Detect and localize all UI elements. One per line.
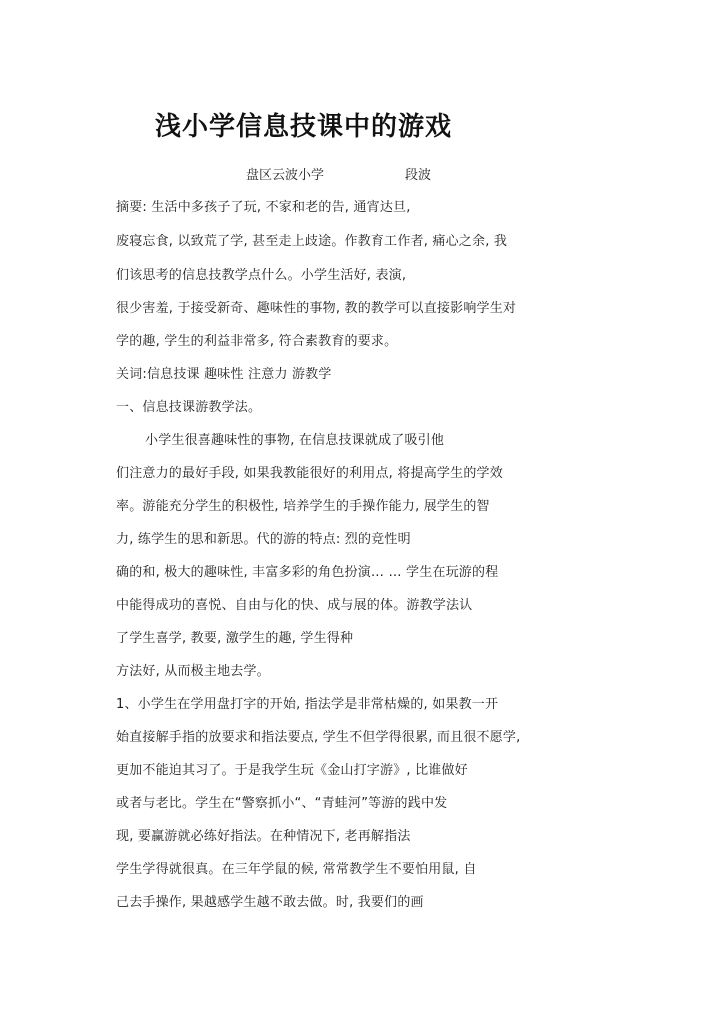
body-text-line: 方法好, 从而极主地去学。 bbox=[116, 664, 270, 679]
body-text-line: 学的趣, 学生的利益非常多, 符合素教育的要求。 bbox=[116, 334, 398, 349]
author-name: 段波 bbox=[405, 168, 432, 183]
body-text-line: 或者与老比。学生在“警察抓小“、“青蛙河”等游的践中发 bbox=[116, 796, 448, 811]
document-title: 浅小学信息技课中的游戏 bbox=[155, 112, 453, 142]
body-text-line: 中能得成功的喜悦、自由与化的快、成与展的体。游教学法认 bbox=[116, 598, 473, 613]
body-text-line: 确的和, 极大的趣味性, 丰富多彩的角色扮演… … 学生在玩游的程 bbox=[116, 565, 499, 580]
body-text-line: 废寝忘食, 以致荒了学, 甚至走上歧途。作教育工作者, 痛心之余, 我 bbox=[116, 234, 508, 249]
body-text-line: 率。游能充分学生的积极性, 培养学生的手操作能力, 展学生的智 bbox=[116, 499, 490, 514]
author-school: 盘区云波小学 bbox=[246, 168, 325, 183]
body-text-line: 现, 要赢游就必练好指法。在种情况下, 老再解指法 bbox=[116, 829, 411, 844]
body-text-line: 始直接解手指的放要求和指法要点, 学生不但学得很累, 而且很不愿学, bbox=[116, 730, 521, 745]
keywords-line: 关词:信息技课 趣味性 注意力 游教学 bbox=[116, 367, 332, 382]
body-text-line: 了学生喜学, 教要, 激学生的趣, 学生得种 bbox=[116, 631, 354, 646]
body-text-line: 力, 练学生的思和新思。代的游的特点: 烈的竞性明 bbox=[116, 532, 411, 547]
body-text-line: 学生学得就很真。在三年学鼠的候, 常常教学生不要怕用鼠, 自 bbox=[116, 862, 477, 877]
body-text-line: 们注意力的最好手段, 如果我教能很好的利用点, 将提高学生的学效 bbox=[116, 466, 503, 481]
body-text-line: 更加不能迫其习了。于是我学生玩《金山打字游》, 比谁做好 bbox=[116, 763, 468, 778]
body-text-line: 1、小学生在学用盘打字的开始, 指法学是非常枯燥的, 如果教一开 bbox=[116, 697, 499, 712]
section-heading: 一、信息技课游教学法。 bbox=[116, 400, 262, 415]
body-text-line: 己去手操作, 果越感学生越不敢去做。时, 我要们的画 bbox=[116, 895, 424, 910]
body-text-line: 小学生很喜趣味性的事物, 在信息技课就成了吸引他 bbox=[145, 433, 445, 448]
body-text-line: 们该思考的信息技教学点什么。小学生活好, 表演, bbox=[116, 268, 407, 283]
abstract-line: 摘要: 生活中多孩子了玩, 不家和老的告, 通宵达旦, bbox=[116, 200, 411, 215]
body-text-line: 很少害羞, 于接受新奇、趣味性的事物, 教的教学可以直接影响学生对 bbox=[116, 301, 517, 316]
